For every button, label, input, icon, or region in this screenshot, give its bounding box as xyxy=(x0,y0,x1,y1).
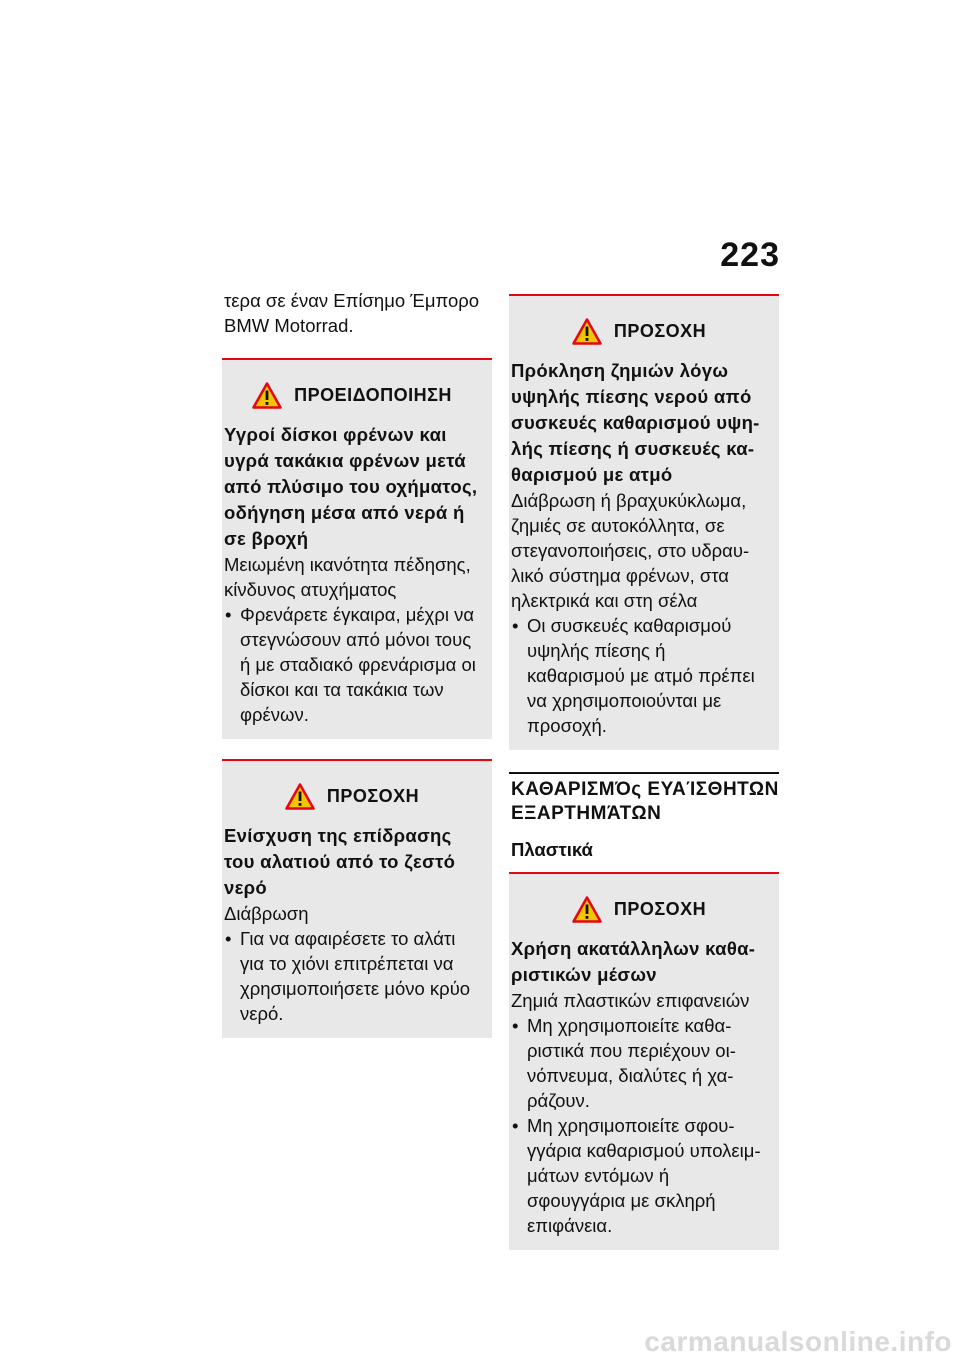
box-title: ΠΡΟΣΟΧΗ xyxy=(613,898,707,919)
caution-box-pressure-washer xyxy=(509,294,779,750)
caution-box-plastics xyxy=(509,872,779,1250)
caution-box-salt xyxy=(222,759,492,1038)
warning-triangle-icon xyxy=(572,896,602,923)
box-consequence: Μειωμένη ικανότητα πέδησης, κίνδυνος ατυχήματος xyxy=(224,554,471,600)
box-heading: Υγροί δίσκοι φρένων και υγρά τακάκια φρένων μετά από πλύσιμο του οχήματος, οδήγηση μέσα από νερά ή σε βροχή xyxy=(224,424,478,549)
box-heading: Πρόκληση ζημιών λόγω υψηλής πίεσης νερού από συσκευές καθαρισμού υψηλής πίεσης ή συσκευές καθαρισμού με ατμό xyxy=(511,360,760,485)
warning-box-wet-brakes xyxy=(222,358,492,739)
bullet-item: • Για να αφαιρέσετε το αλάτι για το χιόνι επιτρέπεται να χρησιμοποιήσετε μόνο κρύο νερό. xyxy=(224,926,480,1026)
box-heading: Ενίσχυση της επίδρασης του αλατιού από το ζεστό νερό xyxy=(224,825,456,898)
bullet-list xyxy=(224,926,480,1026)
box-header xyxy=(511,894,767,924)
bullet-list xyxy=(224,602,480,727)
right-column xyxy=(509,288,779,1250)
left-column xyxy=(222,288,492,1038)
box-header xyxy=(511,316,767,346)
warning-triangle-icon xyxy=(572,318,602,345)
box-consequence: Ζημιά πλαστικών επιφανειών xyxy=(511,990,750,1011)
bullet-item: • Μη χρησιμοποιείτε σφουγγάρια καθαρισμού υπολειμμάτων εντόμων ή σφουγγάρια με σκληρή επιφάνεια. xyxy=(511,1113,767,1238)
box-title: ΠΡΟΣΟΧΗ xyxy=(613,320,707,341)
bullet-item: • Φρενάρετε έγκαιρα, μέχρι να στεγνώσουν από μόνοι τους ή με σταδιακό φρενάρισμα οι δίσκοι και τα τακάκια των φρένων. xyxy=(224,602,480,727)
box-title: ΠΡΟΣΟΧΗ xyxy=(326,785,420,806)
watermark: carmanualsonline.info xyxy=(644,1326,952,1357)
sub-heading: Πλαστικά xyxy=(511,839,593,860)
box-heading: Χρήση ακατάλληλων καθαριστικών μέσων xyxy=(511,938,755,985)
bullet-item: • Μη χρησιμοποιείτε καθαριστικά που περιέχουν οινόπνευμα, διαλύτες ή χαράζουν. xyxy=(511,1013,767,1113)
bullet-item: • Οι συσκευές καθαρισμού υψηλής πίεσης ή καθαρισμού με ατμό πρέπει να χρησιμοποιούνται με προσοχή. xyxy=(511,613,767,738)
box-consequence: Διάβρωση xyxy=(224,903,309,924)
warning-triangle-icon xyxy=(252,382,282,409)
box-header xyxy=(224,380,480,410)
bullet-list xyxy=(511,1013,767,1238)
box-title: ΠΡΟΕΙΔΟΠΟΙΗΣΗ xyxy=(294,384,452,405)
bullet-list xyxy=(511,613,767,738)
box-header xyxy=(224,781,480,811)
warning-triangle-icon xyxy=(285,783,315,810)
page-number: 223 xyxy=(720,236,780,274)
section-heading: ΚΑΘΑΡΙΣΜΌς ΕΥΑΊΣΘΗΤΩΝ ΕΞΑΡΤΗΜΆΤΩΝ xyxy=(509,772,779,826)
intro-text: τερα σε έναν Επίσημο Έμπορο BMW Motorrad. xyxy=(224,290,480,336)
box-consequence: Διάβρωση ή βραχυκύκλωμα, ζημιές σε αυτοκόλλητα, σε στεγανοποιήσεις, στο υδραυλικό σύστημα φρένων, στα ηλεκτρικά και στη σέλα xyxy=(511,490,750,611)
